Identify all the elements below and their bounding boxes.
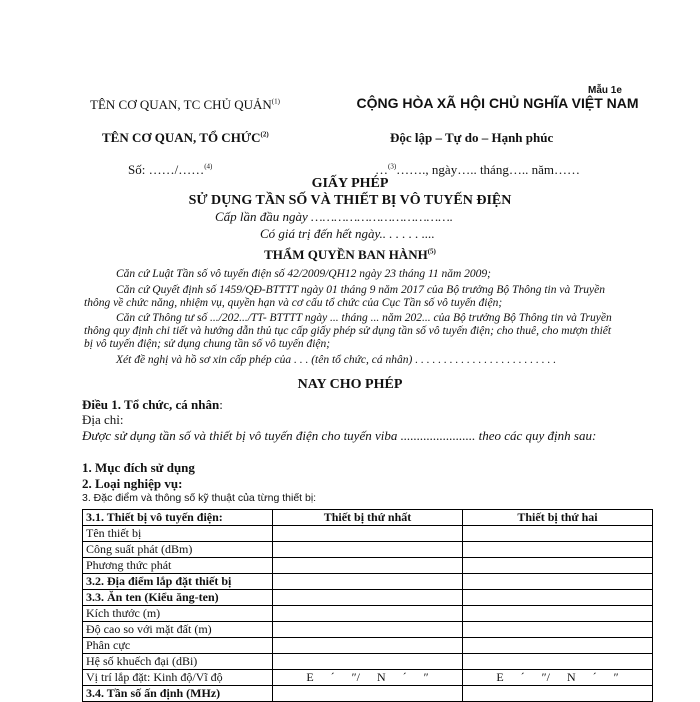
issuing-authority [0,247,700,263]
table-header-row [83,510,653,526]
table-row [83,622,653,638]
row-value-cell [463,686,653,702]
legal-basis-4: Xét đề nghị và hồ sơ xin cấp phép của . . . (tên tổ chức, cá nhân) . . . . . . . . . . . . . . . . . . . . . . . . . [116,354,557,366]
document-number-text: Số: ……/…… [128,162,205,177]
spec-intro: 3. Đặc điểm và thông số kỹ thuật của từng thiết bị: [82,492,317,504]
purpose-heading: 1. Mục đích sử dụng [82,460,195,475]
validity-line: Có giá trị đến hết ngày.. . . . . . .... [260,226,435,241]
row-value-cell [463,558,653,574]
row-label: 3.2. Địa điểm lắp đặt thiết bị [83,574,273,590]
table-row [83,638,653,654]
document-subtitle: SỬ DỤNG TẦN SỐ VÀ THIẾT BỊ VÔ TUYẾN ĐIỆN [188,193,512,208]
row-label: Tên thiết bị [83,526,273,542]
issuing-authority-text: THẨM QUYỀN BAN HÀNH [264,247,428,262]
legal-basis-1: Căn cứ Luật Tần số vô tuyến điện số 42/2009/QH12 ngày 23 tháng 11 năm 2009; [116,268,491,280]
table-row [83,574,653,590]
article-1-colon: : [219,397,223,412]
row-value-cell [273,606,463,622]
footnote-marker: (2) [260,130,269,139]
row-label: Độ cao so với mặt đất (m) [83,622,273,638]
table-header-equipment: 3.1. Thiết bị vô tuyến điện: [83,510,273,526]
row-label: Công suất phát (dBm) [83,542,273,558]
parent-agency-name [90,97,280,113]
table-row [83,526,653,542]
service-type-heading: 2. Loại nghiệp vụ: [82,476,183,491]
row-label: Kích thước (m) [83,606,273,622]
place-prefix: … [375,162,388,177]
date-text: ……., ngày….. tháng….. năm…… [396,162,580,177]
row-value-cell [463,590,653,606]
row-value-cell [273,686,463,702]
table-row [83,686,653,702]
row-value-cell [273,590,463,606]
table-row [83,542,653,558]
row-value-cell [463,622,653,638]
row-value-cell: E ´ ″/ N ´ ″ [463,670,653,686]
article-1-label: Điều 1. Tổ chức, cá nhân [82,397,220,412]
issue-date-line: Cấp lần đầu ngày ………………………………. [215,209,454,224]
row-value-cell: E ´ ″/ N ´ ″ [273,670,463,686]
equipment-table [82,509,653,702]
footnote-marker: (5) [427,247,436,256]
row-label: Phân cực [83,638,273,654]
row-value-cell [273,638,463,654]
row-value-cell [463,654,653,670]
row-label: Hệ số khuếch đại (dBi) [83,654,273,670]
table-row [83,558,653,574]
row-value-cell [273,622,463,638]
national-title: CỘNG HÒA XÃ HỘI CHỦ NGHĨA VIỆT NAM [356,95,639,111]
row-value-cell [463,542,653,558]
row-value-cell [463,526,653,542]
national-motto: Độc lập – Tự do – Hạnh phúc [390,130,554,145]
footnote-marker: (1) [271,97,280,106]
footnote-marker: (3) [388,162,397,171]
row-label: Phương thức phát [83,558,273,574]
table-row [83,590,653,606]
address-line: Địa chỉ: [82,412,124,427]
row-value-cell [273,542,463,558]
document-title: GIẤY PHÉP [311,176,389,191]
legal-basis-3: Căn cứ Thông tư số .../202.../TT- BTTTT ngày ... tháng ... năm 202... của Bộ trưởng Bộ Thông tin và Truyền thông quy định chi tiết và hướng dẫn thủ tục cấp giấy phép sử dụng tần số vô tuyến điện; cho thuê, cho mượn thiết bị vô tuyến điện; sử dụng chung tần số vô tuyến điện; [84,312,612,350]
table-body [83,526,653,702]
article-1 [82,397,223,413]
row-label: Vị trí lắp đặt: Kinh độ/Vĩ độ [83,670,273,686]
row-value-cell [273,654,463,670]
parent-agency-text: TÊN CƠ QUAN, TC CHỦ QUẢN [90,97,272,112]
table-row [83,606,653,622]
row-value-cell [463,638,653,654]
footnote-marker: (4) [204,162,213,171]
agency-name [102,130,269,146]
row-value-cell [463,606,653,622]
table-header-first-device: Thiết bị thứ nhất [273,510,463,526]
table-row [83,670,653,686]
table-row [83,654,653,670]
row-value-cell [273,558,463,574]
row-label: 3.4. Tần số ấn định (MHz) [83,686,273,702]
row-value-cell [273,574,463,590]
table-header-second-device: Thiết bị thứ hai [463,510,653,526]
legal-basis-2: Căn cứ Quyết định số 1459/QĐ-BTTTT ngày 01 tháng 9 năm 2017 của Bộ trưởng Bộ Thông tin và Truyền thông về chức năng, nhiệm vụ, quyền hạn và cơ cấu tổ chức của Cục Tần số vô tuyến điện; [84,284,606,309]
agency-text: TÊN CƠ QUAN, TỔ CHỨC [102,130,261,145]
row-value-cell [273,526,463,542]
grant-heading: NAY CHO PHÉP [297,377,403,392]
row-value-cell [463,574,653,590]
form-code: Mẫu 1e [588,85,622,96]
row-label: 3.3. Ăn ten (Kiểu ăng-ten) [83,590,273,606]
usage-statement: Được sử dụng tần số và thiết bị vô tuyến điện cho tuyến viba ....................... theo các quy định sau: [82,428,597,443]
